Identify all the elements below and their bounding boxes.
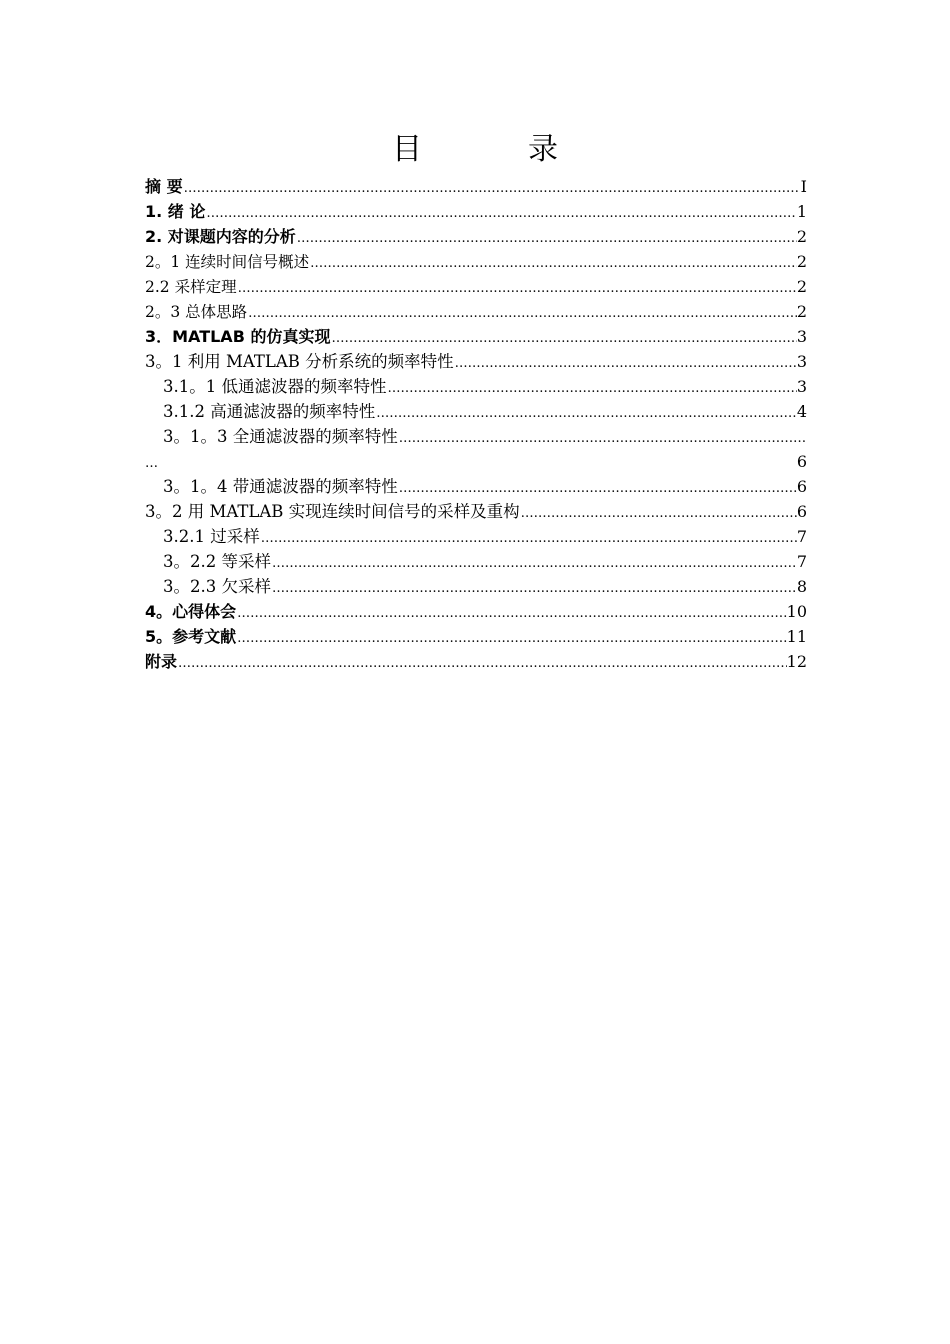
toc-entry-label: 3．MATLAB 的仿真实现 (145, 327, 331, 346)
toc-entry-label: 3.1。1 低通滤波器的频率特性 (163, 377, 387, 396)
toc-entry-page: 11 (786, 627, 807, 646)
toc-entry-label: 3。2 用 MATLAB 实现连续时间信号的采样及重构 (145, 502, 520, 521)
dot-leader (309, 251, 797, 274)
toc-entry-3-2[interactable] (145, 499, 807, 524)
toc-entry-label: 2。3 总体思路 (145, 303, 248, 321)
dot-leader (236, 626, 787, 649)
toc-entry-references[interactable] (145, 624, 807, 649)
toc-entry-reflections[interactable] (145, 599, 807, 624)
toc-entry-3-2-2[interactable] (145, 549, 807, 574)
dot-leader (398, 476, 797, 499)
dot-leader (330, 326, 796, 349)
toc-entry-label: 4。心得体会 (145, 602, 237, 621)
dot-leader (520, 501, 797, 524)
toc-entry-3-1[interactable] (145, 349, 807, 374)
dot-leader (260, 526, 797, 549)
toc-entry-2-2[interactable] (145, 274, 807, 299)
toc-entry-label: 2.2 采样定理 (145, 278, 237, 296)
dot-leader (296, 226, 797, 249)
dot-leader (183, 176, 799, 199)
toc-entry-page: 3 (796, 352, 807, 371)
toc-entry-label: 1. 绪 论 (145, 202, 206, 221)
toc-entry-page: 8 (796, 577, 807, 596)
toc-entry-3-2-3[interactable] (145, 574, 807, 599)
dot-leader (398, 426, 807, 449)
toc-entry-label: 2。1 连续时间信号概述 (145, 253, 310, 271)
toc-entry-label: 3。2.3 欠采样 (163, 577, 271, 596)
toc-entry-page: 2 (796, 302, 807, 321)
dot-leader (177, 651, 787, 674)
dot-leader (271, 576, 797, 599)
dot-leader (236, 601, 787, 624)
toc-entry-page: Ⅰ (800, 177, 807, 196)
toc-entry-page: 3 (796, 377, 807, 396)
toc-entry-3-1-1[interactable] (145, 374, 807, 399)
dot-leader (205, 201, 796, 224)
toc-entry-page: 3 (796, 327, 807, 346)
toc-entry-second-line (145, 449, 807, 474)
toc-entry-matlab-simulation[interactable] (145, 324, 807, 349)
toc-entry-label: 5。参考文献 (145, 627, 237, 646)
toc-entry-label: 2. 对课题内容的分析 (145, 227, 296, 246)
toc-entry-page: 1 (796, 202, 807, 221)
dot-leader-tail: … (145, 456, 158, 471)
dot-leader (237, 276, 797, 299)
toc-title: 目 录 (392, 132, 596, 167)
dot-leader (375, 401, 797, 424)
toc-entry-label: 3。1 利用 MATLAB 分析系统的频率特性 (145, 352, 454, 371)
toc-entry-page: 7 (796, 527, 807, 546)
toc-entry-page: 4 (796, 402, 807, 421)
dot-leader (454, 351, 797, 374)
toc-entry-introduction[interactable] (145, 199, 807, 224)
dot-leader (271, 551, 797, 574)
toc-entry-label: 3。1。3 全通滤波器的频率特性 (163, 427, 398, 446)
dot-leader (247, 301, 797, 324)
toc-entry-2-3[interactable] (145, 299, 807, 324)
dot-leader (386, 376, 796, 399)
toc-entry-page: 2 (796, 277, 807, 296)
toc-entry-3-1-3[interactable] (145, 424, 807, 474)
toc-entry-label: 3。2.2 等采样 (163, 552, 271, 571)
toc-entry-page: 6 (796, 502, 807, 521)
toc-entry-topic-analysis[interactable] (145, 224, 807, 249)
table-of-contents (145, 174, 807, 674)
toc-entry-label: 摘 要 (145, 177, 183, 196)
toc-entry-2-1[interactable] (145, 249, 807, 274)
toc-entry-label: 附录 (145, 652, 178, 671)
toc-entry-page: 6 (796, 452, 807, 471)
toc-entry-label: 3。1。4 带通滤波器的频率特性 (163, 477, 398, 496)
toc-entry-label: 3.2.1 过采样 (163, 527, 260, 546)
toc-entry-page: 7 (796, 552, 807, 571)
toc-entry-3-2-1[interactable] (145, 524, 807, 549)
toc-entry-page: 2 (796, 252, 807, 271)
toc-entry-label: 3.1.2 高通滤波器的频率特性 (163, 402, 376, 421)
toc-entry-page: 6 (796, 477, 807, 496)
toc-entry-page: 10 (786, 602, 807, 621)
toc-entry-page: 2 (796, 227, 807, 246)
toc-entry-appendix[interactable] (145, 649, 807, 674)
toc-entry-first-line (145, 424, 807, 449)
toc-entry-3-1-4[interactable] (145, 474, 807, 499)
toc-entry-page: 12 (786, 652, 807, 671)
toc-entry-3-1-2[interactable] (145, 399, 807, 424)
toc-entry-abstract[interactable] (145, 174, 807, 199)
